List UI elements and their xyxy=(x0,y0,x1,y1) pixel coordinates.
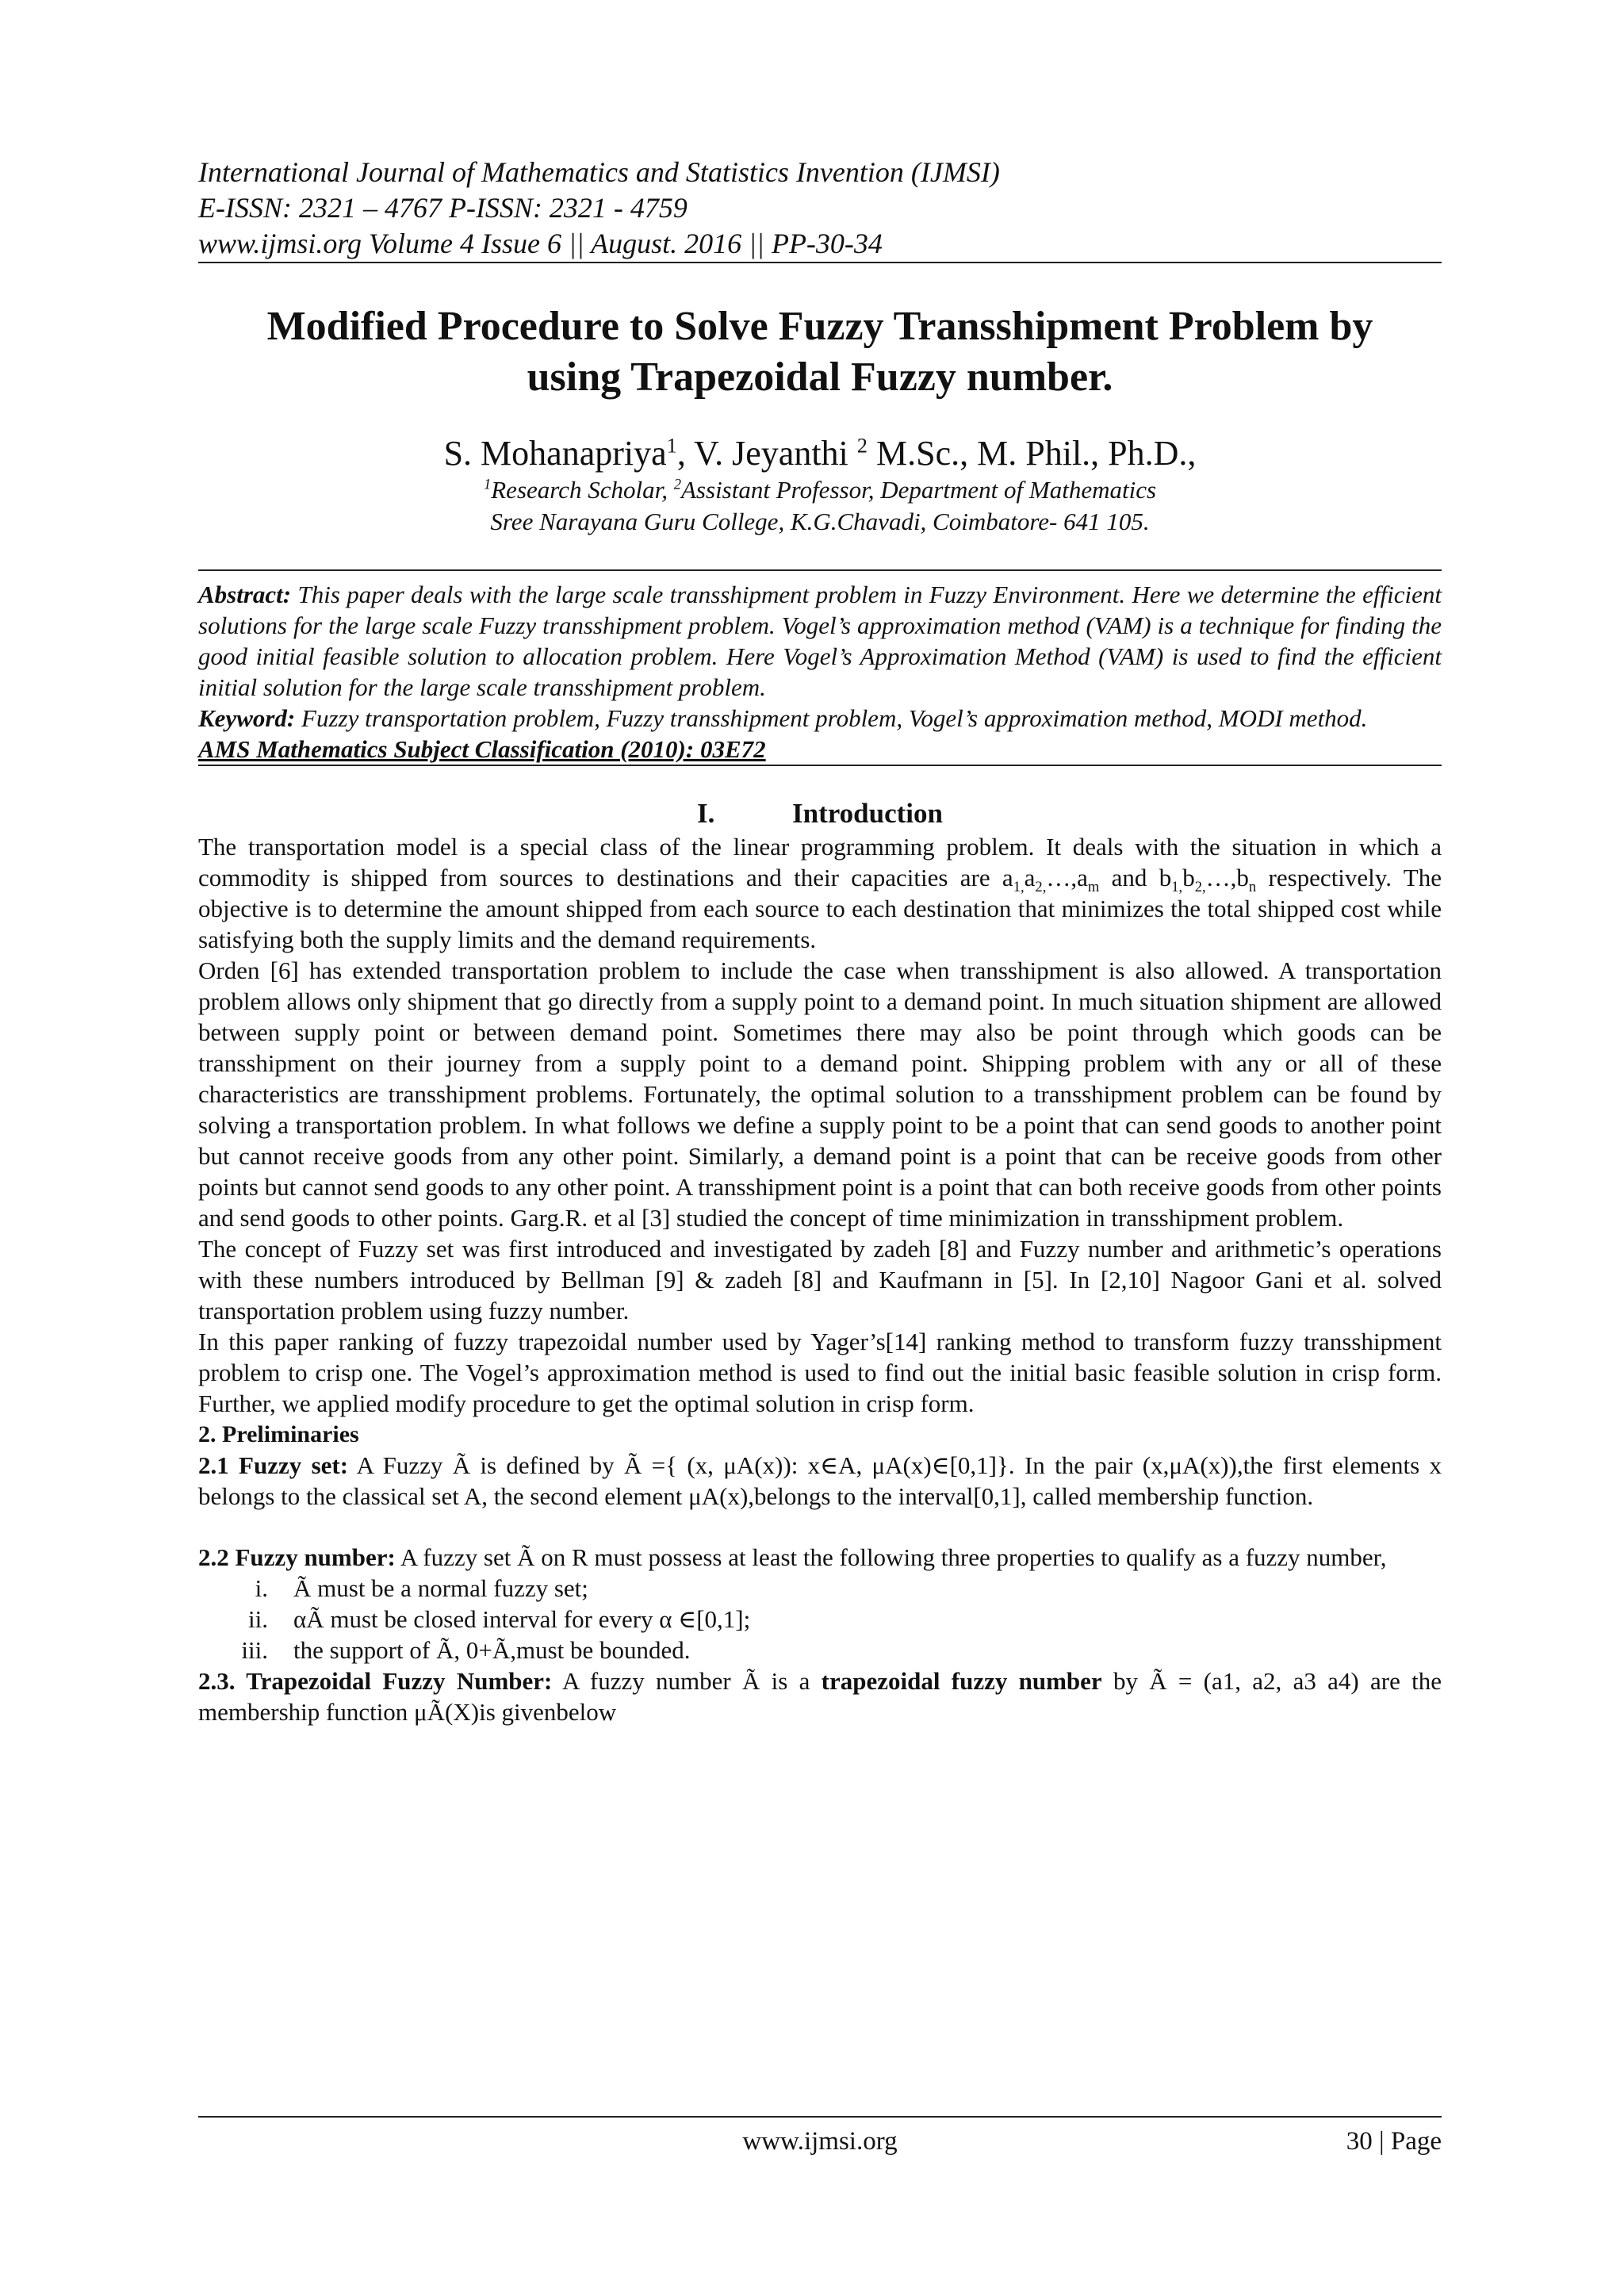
title-line-1: Modified Procedure to Solve Fuzzy Transshipment Problem by xyxy=(266,304,1373,349)
title-line-2: using Trapezoidal Fuzzy number. xyxy=(527,355,1113,400)
author-2: , V. Jeyanthi xyxy=(676,434,857,473)
list-number: i. xyxy=(255,1574,268,1602)
abstract xyxy=(198,579,1442,703)
list-text: the support of Ã, 0+Ã,must be bounded. xyxy=(293,1636,691,1664)
affiliation xyxy=(198,474,1442,538)
list-item xyxy=(198,1573,1442,1604)
trapezoidal-def xyxy=(198,1665,1442,1727)
fuzzy-set-def xyxy=(198,1450,1442,1512)
list-item xyxy=(198,1635,1442,1665)
intro-heading xyxy=(198,796,1442,831)
intro-body xyxy=(198,831,1442,1727)
page-number: 30 | Page xyxy=(1346,2127,1442,2156)
journal-name: International Journal of Mathematics and Statistics Invention (IJMSI) xyxy=(198,156,1000,188)
fuzzy-number-def xyxy=(198,1542,1442,1573)
prelim-heading: 2. Preliminaries xyxy=(198,1421,359,1447)
author-line xyxy=(198,433,1442,474)
intro-p1-text-2: respectively. The objective is to determine the amount shipped from each source to each destination that minimizes the total shipped cost while satisfying both the supply limits and the demand requirements. xyxy=(198,864,1442,953)
footer-url[interactable]: www.ijmsi.org xyxy=(742,2127,898,2156)
abstract-label: Abstract: xyxy=(198,581,292,608)
author-2-degrees: M.Sc., M. Phil., Ph.D., xyxy=(868,434,1197,473)
trapezoidal-label: 2.3. Trapezoidal Fuzzy Number: xyxy=(198,1667,553,1695)
fuzzy-number-label: 2.2 Fuzzy number: xyxy=(198,1543,396,1571)
list-number: iii. xyxy=(241,1636,268,1664)
keyword-label: Keyword: xyxy=(198,704,296,732)
trapezoidal-text-1: A fuzzy number Ã is a xyxy=(552,1667,822,1695)
list-text: αÃ must be closed interval for every α ∈[0,1]; xyxy=(293,1605,751,1633)
list-text: Ã must be a normal fuzzy set; xyxy=(293,1574,588,1602)
author-1: S. Mohanapriya xyxy=(443,434,667,473)
author-2-sup: 2 xyxy=(856,433,868,458)
intro-para-2: Orden [6] has extended transportation problem to include the case when transshipment is also allowed. A transportation problem allows only shipment that go directly from a supply point to a demand point. In much situation shipment are allowed between supply point or between demand point. Sometimes there may also be point through which goods can be transshipment on their journey from a supply point to a demand point. Shipping problem with any or all of these characteristics are transshipment problems. Fortunately, the optimal solution to a transshipment problem can be found by solving a transportation problem. In what follows we define a supply point to be a point that can send goods to another point but cannot receive goods from any other point. Similarly, a demand point is a point that can be receive goods from other points but cannot send goods to any other point. A transshipment point is a point that can both receive goods from other points and send goods to other points. Garg.R. et al [3] studied the concept of time minimization in transshipment problem. xyxy=(198,956,1442,1232)
keywords xyxy=(198,703,1442,734)
fuzzy-set-text: A Fuzzy Ã is defined by Ã ={ (x, μA(x)): x∈A, μA(x)∈[0,1]}. In the pair (x,μA(x)),the first elements x belongs to the classical set A, the second element μA(x),belongs to the interval[0,1], called membership function. xyxy=(198,1451,1442,1510)
intro-para-4: In this paper ranking of fuzzy trapezoidal number used by Yager’s[14] ranking method to transform fuzzy transshipment problem to crisp one. The Vogel’s approximation method is used to find out the initial basic feasible solution in crisp form. Further, we applied modify procedure to get the optimal solution in crisp form. xyxy=(198,1328,1442,1417)
author-1-sup: 1 xyxy=(666,433,677,458)
affil-address: Sree Narayana Guru College, K.G.Chavadi, Coimbatore- 641 105. xyxy=(490,508,1150,535)
intro-number: I. xyxy=(697,798,715,829)
affil-2-sup: 2 xyxy=(673,476,681,493)
paper-title xyxy=(198,301,1442,403)
intro-para-3: The concept of Fuzzy set was first introduced and investigated by zadeh [8] and Fuzzy number and arithmetic’s operations with these numbers introduced by Bellman [9] & zadeh [8] and Kaufmann in [5]. In [2,10] Nagoor Gani et al. solved transportation problem using fuzzy number. xyxy=(198,1235,1442,1324)
journal-header xyxy=(198,155,1442,262)
journal-issn: E-ISSN: 2321 – 4767 P-ISSN: 2321 - 4759 xyxy=(198,192,688,224)
property-list xyxy=(198,1573,1442,1665)
journal-volume: www.ijmsi.org Volume 4 Issue 6 || August. 2016 || PP-30-34 xyxy=(198,228,883,259)
fuzzy-set-label: 2.1 Fuzzy set: xyxy=(198,1451,349,1479)
fuzzy-number-text: A fuzzy set Ã on R must possess at least the following three properties to qualify as a fuzzy number, xyxy=(395,1543,1387,1571)
list-number: ii. xyxy=(248,1605,268,1633)
page-footer xyxy=(198,2116,1442,2156)
trapezoidal-text-2: by Ã = (a1, a2, a3 a4) are the membership function μÃ(X)is givenbelow xyxy=(198,1667,1442,1726)
intro-title: Introduction xyxy=(792,798,943,829)
trapezoidal-bold: trapezoidal fuzzy number xyxy=(821,1667,1102,1695)
intro-p1-text: The transportation model is a special class of the linear programming problem. It deals with the situation in which a commodity is shipped from sources to destinations and their capacities are a xyxy=(198,833,1442,891)
ams-classification: AMS Mathematics Subject Classification (2010): 03E72 xyxy=(198,735,766,763)
affil-2: Assistant Professor, Department of Mathematics xyxy=(681,476,1157,504)
list-item xyxy=(198,1604,1442,1635)
abstract-text: This paper deals with the large scale transshipment problem in Fuzzy Environment. Here we determine the efficient solutions for the large scale Fuzzy transshipment problem. Vogel’s approximation method (VAM) is a technique for finding the good initial feasible solution to allocation problem. Here Vogel’s Approximation Method (VAM) is used to find the efficient initial solution for the large scale transshipment problem. xyxy=(198,581,1442,701)
affil-1: Research Scholar, xyxy=(491,476,674,504)
page-content xyxy=(198,155,1442,1727)
footer-rule xyxy=(198,2116,1442,2118)
intro-para-1: The transportation model is a special class of the linear programming problem. It deals with the situation in which a commodity is shipped from sources to destinations and their capacities are $a_{1,}a_{2,}\dots,a_m$ and $b_{1,}b_{2,}\dots,b_n$ respectively. The objective is to determine the amount shipped from each source to each destination that minimizes the total shipped cost while satisfying both the supply limits and the demand requirements. xyxy=(198,833,1442,953)
keyword-text: Fuzzy transportation problem, Fuzzy transshipment problem, Vogel’s approximation method, MODI method. xyxy=(295,704,1368,732)
affil-1-sup: 1 xyxy=(483,476,492,493)
